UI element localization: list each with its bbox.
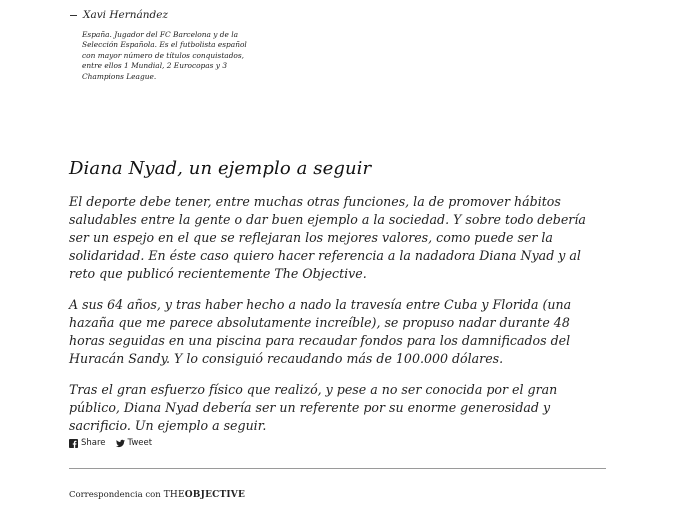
- dash-divider: [70, 15, 77, 16]
- twitter-bird-icon: [116, 439, 125, 448]
- article-title: Diana Nyad, un ejemplo a seguir: [69, 158, 372, 179]
- brand-objective: OBJECTIVE: [184, 490, 246, 500]
- footer-text: Correspondencia con: [69, 490, 161, 500]
- author-line: [70, 8, 260, 22]
- twitter-tweet-label: Tweet: [127, 438, 153, 448]
- twitter-tweet-button[interactable]: [116, 438, 153, 448]
- facebook-share-label: Share: [81, 438, 106, 448]
- article-paragraph: Tras el gran esfuerzo físico que realizó, y pese a no ser conocida por el gran público, Diana Nyad debería ser un referente por su enorme generosidad y sacrificio. Un ejemplo a seguir.: [69, 382, 558, 433]
- facebook-share-button[interactable]: [69, 438, 106, 448]
- the-objective-logo[interactable]: [164, 490, 245, 500]
- author-bio: España. Jugador del FC Barcelona y de la Selección Española. Es el futbolista español con mayor número de títulos conquistados, entre ellos 1 Mundial, 2 Eurocopas y 3 Champions League.: [82, 30, 247, 81]
- article-paragraph: El deporte debe tener, entre muchas otras funciones, la de promover hábitos saludables entre la gente o dar buen ejemplo a la sociedad. Y sobre todo debería ser un espejo en el que se reflejaran los mejores valores, como puede ser la solidaridad. En éste caso quiero hacer referencia a la nadadora Diana Nyad y al reto que publicó recientemente The Objective.: [69, 194, 586, 281]
- author-name: Xavi Hernández: [83, 9, 169, 21]
- share-bar: [69, 438, 162, 448]
- footer-divider: [69, 468, 606, 469]
- brand-the: THE: [163, 490, 185, 500]
- author-attribution: [70, 8, 260, 82]
- facebook-icon: [69, 439, 78, 448]
- article-paragraph: A sus 64 años, y tras haber hecho a nado la travesía entre Cuba y Florida (una hazaña que me parece absolutamente increíble), se propuso nadar durante 48 horas seguidas en una piscina para recaudar fondos para los damnificados del Huracán Sandy. Y lo consiguió recaudando más de 100.000 dólares.: [69, 297, 572, 366]
- article: [69, 158, 609, 448]
- article-body: [69, 193, 609, 435]
- footer: [69, 490, 245, 500]
